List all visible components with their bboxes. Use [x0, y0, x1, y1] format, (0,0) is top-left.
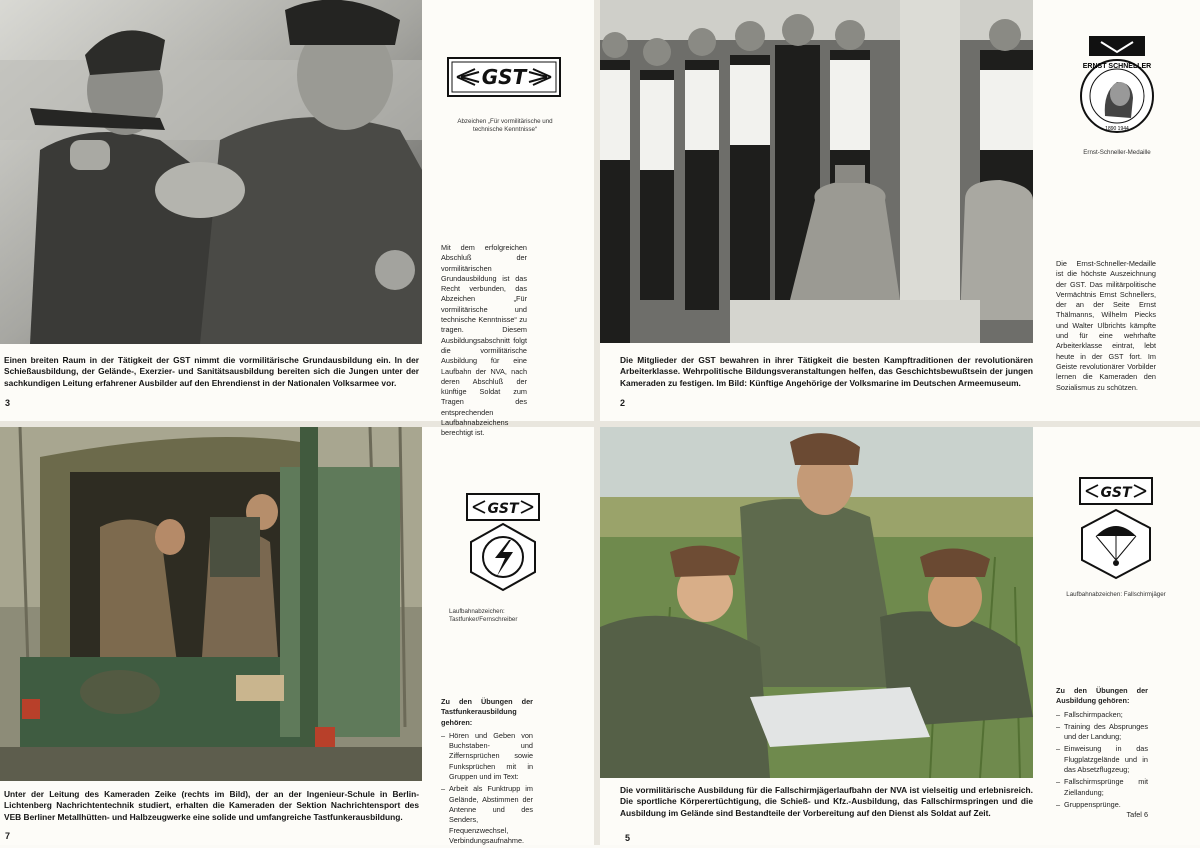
photo-paratrooper-training	[600, 427, 1033, 778]
side-text-page-2: Die Ernst-Schneller-Medaille ist die höchste Auszeichnung der GST. Das militärpolitische Vermächtnis Ernst Schnellers, der an der Seite Ernst Thälmanns, Wilhelm Piecks und Walter Ulbrichts kämpfte und für eine wehrhafte Arbeiterklasse eintrat, lebt heute in der GST fort. Im Geiste revolutionärer Vorbilder lernen die Kameraden den Sozialismus zu schützen.	[1056, 259, 1156, 392]
list-item: – Training des Absprunges und der Landung;	[1056, 722, 1148, 743]
caption-page-7: Unter der Leitung des Kameraden Zeike (rechts im Bild), der an der Ingenieur-Schule in Berlin-Lichtenberg Nachrichtentechnik studiert, erhalten die Kameraden der Sektion Nachrichtensport des VEB Berliner Metallhütten- und Halbzeugwerke eine solide und umfangreiche Tastfunkerausbildung.	[4, 789, 419, 822]
caption-page-3: Einen breiten Raum in der Tätigkeit der GST nimmt die vormilitärische Grundausbildung ein. In der Schießausbildung, der Gelände-, Exerzier- und Sanitätsausbildung bereiten sich die Jungen unter der sachkundigen Leitung erfahrener Ausbilder auf den Ehrendienst in der Nationalen Volksarmee vor.	[4, 355, 419, 388]
list-page-5	[1056, 686, 1148, 821]
side-text-page-3: Mit dem erfolgreichen Abschluß der vormilitärischen Grundausbildung ist das Recht verbunden, das Abzeichen „Für vormilitärische und technische Kenntnisse“ zu tragen. Diesem Ausbildungsabschnitt folgt die vormilitärische Ausbildung für eine Laufbahn der NVA, nach deren Abschluß der künftige Soldat zum Tragen des entsprechenden Laufbahnabzeichens berechtigt ist.	[441, 243, 527, 438]
page-number-2: 2	[620, 398, 626, 408]
caption-page-2: Die Mitglieder der GST bewahren in ihrer Tätigkeit die besten Kampftraditionen der revolutionären Arbeiterklasse. Wehrpolitische Bildungsveranstaltungen helfen, das Geschichtsbewußtsein der jungen Kameraden zu festigen. Im Bild: Künftige Angehörige der Volksmarine im Deutschen Armeemuseum.	[620, 355, 1033, 388]
page-number-3: 3	[5, 398, 11, 408]
badge-label-page-3: Abzeichen „Für vormilitärische und technische Kenntnisse“	[457, 118, 553, 133]
list-item: – Fallschirmsprünge mit Ziellandung;	[1056, 777, 1148, 798]
radio-operator-badge	[465, 492, 541, 592]
badge-text-gst: GST	[481, 65, 527, 89]
medal-years-text: 1890 1944	[1105, 126, 1129, 132]
list-item: – Hören und Geben von Buchstaben- und Ziffernsprüchen sowie Funksprüchen mit in Gruppen und im Text:	[441, 731, 533, 782]
list-title-page-5: Zu den Übungen der Ausbildung gehören:	[1056, 686, 1148, 706]
medal-label: Ernst-Schneller-Medaille	[1083, 149, 1151, 156]
list-item: – Einweisung in das Flugplatzgelände und in das Absetzflugzeug;	[1056, 744, 1148, 775]
page-number-5: 5	[625, 833, 631, 843]
medal-ring-text: ERNST SCHNELLER	[1082, 63, 1152, 70]
photo-shooting-training	[0, 0, 422, 344]
badge-text-gst: GST	[1100, 485, 1132, 501]
list-page-7	[441, 697, 533, 848]
list-item: – Arbeit als Funktrupp im Gelände, Abstimmen der Antenne und des Senders, Frequenzwechsel, Verbindungsaufnahme.	[441, 784, 533, 846]
table-reference: Tafel 6	[1126, 810, 1148, 820]
caption-page-5: Die vormilitärische Ausbildung für die Fallschirmjägerlaufbahn der NVA ist vielseitig und erlebnisreich. Die sportliche Körperertüchtigung, die Schieß- und Kfz.-Ausbildung, das Fallschirmspringen und die Ausbildung im Gelände sind Bestandteile der Vorbereitung auf den Dienst als Soldat auf Zeit.	[620, 785, 1033, 818]
paratrooper-badge	[1078, 476, 1154, 580]
ernst-schneller-medal	[1077, 34, 1157, 136]
list-item: – Gruppensprünge.	[1056, 800, 1148, 810]
badge-label-page-5: Laufbahnabzeichen: Fallschirmjäger	[1066, 591, 1166, 598]
list-item: – Fallschirmpacken;	[1056, 710, 1148, 720]
photo-navy-museum	[600, 0, 1033, 343]
photo-radio-training	[0, 427, 422, 781]
badge-label-page-7: Laufbahnabzeichen: Tastfunker/Fernschreiber	[449, 608, 518, 623]
page-number-7: 7	[5, 831, 11, 841]
list-title-page-7: Zu den Übungen der Tastfunkerausbildung gehören:	[441, 697, 533, 727]
gst-badge-rect	[447, 57, 561, 97]
badge-text-gst: GST	[487, 501, 519, 517]
